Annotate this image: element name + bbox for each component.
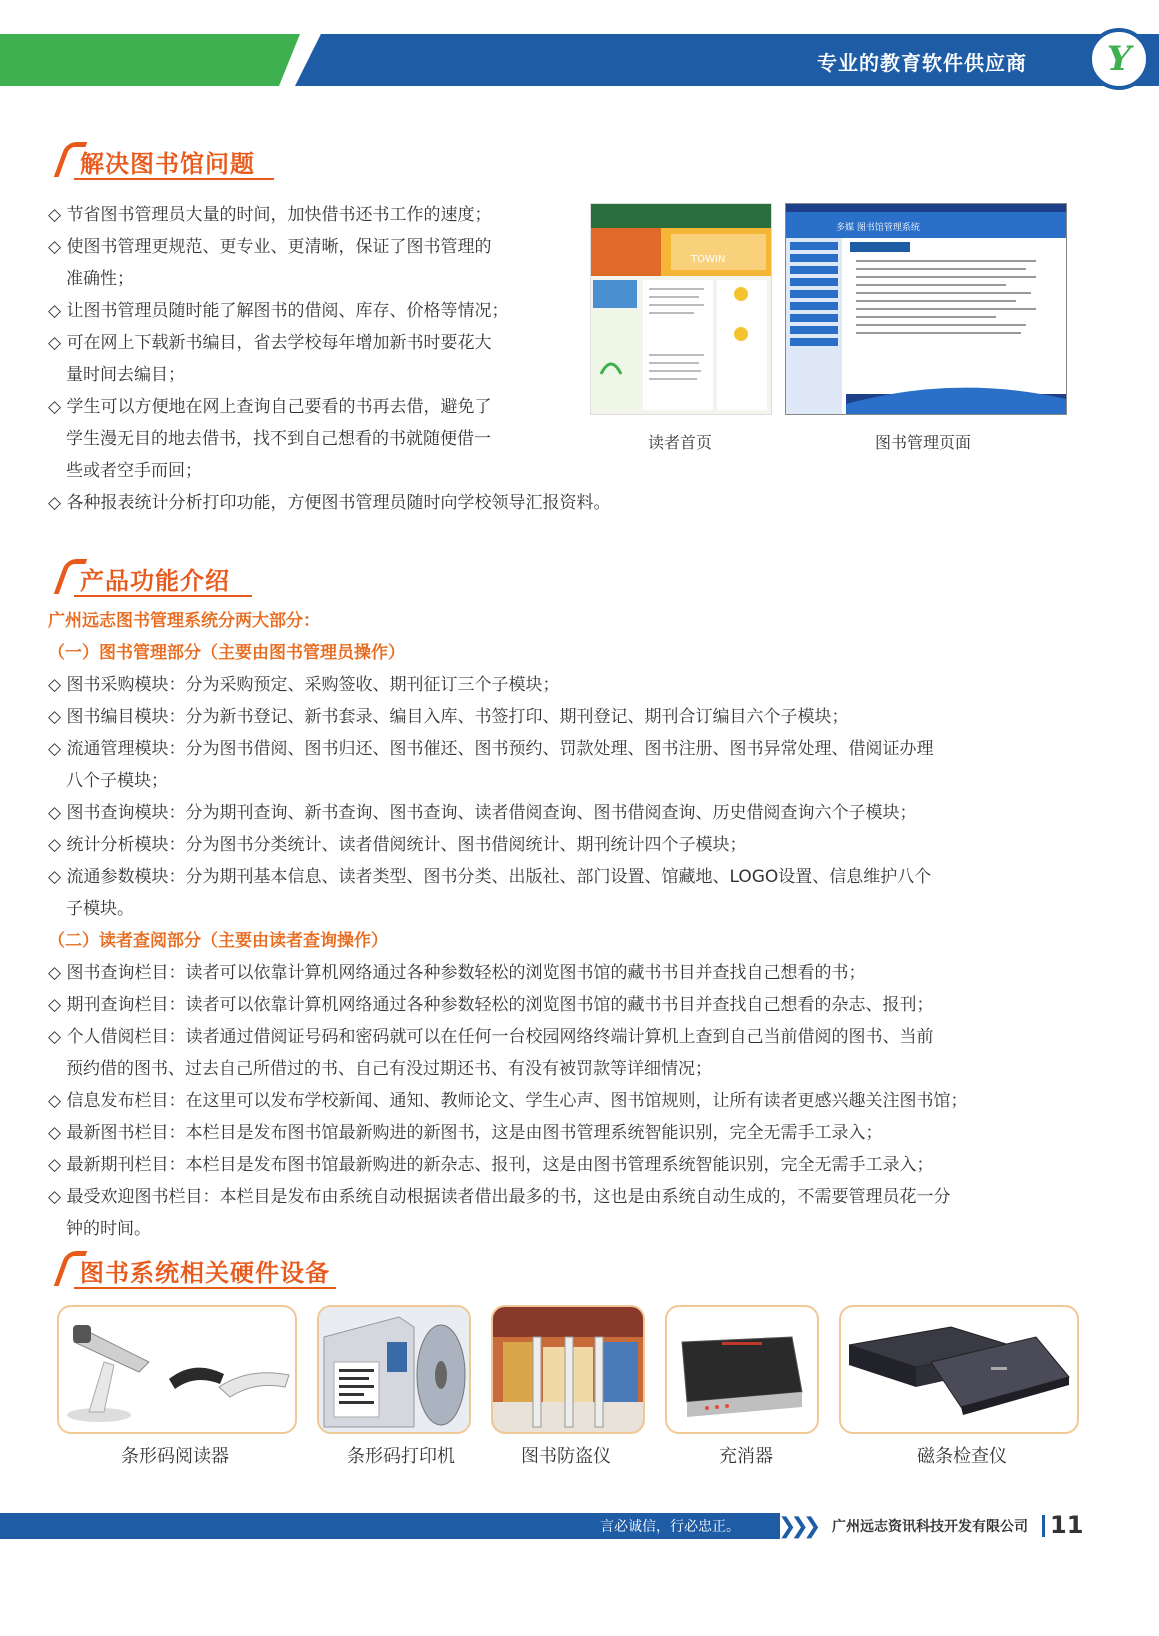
features-block [48,605,967,1245]
list-item: ◇ 流通参数模块：分为期刊基本信息、读者类型、图书分类、出版社、部门设置、馆藏地、LOGO设置、信息维护八个 [48,867,932,887]
list-item: ◇ 信息发布栏目：在这里可以发布学校新闻、通知、教师论文、学生心声、图书馆规则，让所有读者更感兴趣关注图书馆； [48,1091,968,1111]
list-item: ◇ 图书查询模块：分为期刊查询、新书查询、图书查询、读者借阅查询、图书借阅查询、历史借阅查询六个子模块； [48,803,917,823]
list-item: 量时间去编目； [66,365,185,385]
device-anti-theft-gate-image [491,1305,645,1434]
list-item: ◇ 让图书管理员随时能了解图书的借阅、库存、价格等情况； [48,301,509,321]
list-item: ◇ 最新期刊栏目：本栏目是发布图书馆最新购进的新杂志、报刊，这是由图书管理系统智能识别，完全无需手工录入； [48,1155,934,1175]
list-item: 八个子模块； [66,771,168,791]
list-item: 预约借的图书、过去自己所借过的书、自己有没过期还书、有没有被罚款等详细情况； [66,1059,712,1079]
part2-title: （二）读者查阅部分（主要由读者查询操作） [48,931,388,951]
header-green-band [0,34,300,86]
list-item: ◇ 流通管理模块：分为图书借阅、图书归还、图书催还、图书预约、罚款处理、图书注册、图书异常处理、借阅证办理 [48,739,934,759]
device-barcode-reader-image [57,1305,297,1434]
list-item: 钟的时间。 [66,1219,151,1239]
list-item: ◇ 可在网上下载新书编目，省去学校每年增加新书时要花大 [48,333,492,353]
list-item: 准确性； [66,269,134,289]
header-slogan: 专业的教育软件供应商 [817,51,1027,75]
footer-company: 广州远志资讯科技开发有限公司 [832,1519,1028,1535]
problems-list [48,199,610,519]
list-item: ◇ 统计分析模块：分为图书分类统计、读者借阅统计、图书借阅统计、期刊统计四个子模块； [48,835,747,855]
caption-magnetic-checker: 磁条检查仪 [917,1446,1007,1467]
footer-separator [1042,1515,1045,1537]
list-item: ◇ 个人借阅栏目：读者通过借阅证号码和密码就可以在任何一台校园网络终端计算机上查到自己当前借阅的图书、当前 [48,1027,934,1047]
part1-list [48,669,967,925]
list-item: ◇ 使图书管理更规范、更专业、更清晰，保证了图书管理的 [48,237,492,257]
list-item: 子模块。 [66,899,134,919]
caption-barcode-reader: 条形码阅读器 [121,1446,229,1467]
list-item: ◇ 图书查询栏目：读者可以依靠计算机网络通过各种参数轻松的浏览图书馆的藏书书目并查找自己想看的书； [48,963,866,983]
double-arrow-icon: ❯❯❯ [778,1514,816,1539]
caption-anti-theft-gate: 图书防盗仪 [521,1446,611,1467]
svg-text:多媒 图书馆管理系统: 多媒 图书馆管理系统 [836,223,920,233]
admin-page-screenshot [785,203,1067,415]
section-title: 产品功能介绍 [80,567,230,595]
reader-home-screenshot [590,203,772,415]
footer-motto: 言必诚信，行必忠正。 [600,1519,740,1535]
list-item: 些或者空手而回； [66,461,202,481]
caption-reader-home: 读者首页 [648,433,713,452]
caption-barcode-printer: 条形码打印机 [347,1446,455,1467]
device-demagnetizer-image [665,1305,819,1434]
logo-y-icon: Y [1088,28,1150,90]
list-item: ◇ 图书采购模块：分为采购预定、采购签收、期刊征订三个子模块； [48,675,560,695]
features-intro: 广州远志图书管理系统分两大部分： [48,611,320,631]
footer [0,1513,1159,1539]
list-item: 学生漫无目的地去借书，找不到自己想看的书就随便借一 [66,429,491,449]
heading-underline [74,178,274,180]
list-item: ◇ 学生可以方便地在网上查询自己要看的书再去借，避免了 [48,397,492,417]
part1-title: （一）图书管理部分（主要由图书管理员操作） [48,643,405,663]
device-barcode-printer-image [317,1305,471,1434]
list-item: ◇ 期刊查询栏目：读者可以依靠计算机网络通过各种参数轻松的浏览图书馆的藏书书目并查找自己想看的杂志、报刊； [48,995,934,1015]
list-item: ◇ 节省图书管理员大量的时间，加快借书还书工作的速度； [48,205,492,225]
list-item: ◇ 最受欢迎图书栏目：本栏目是发布由系统自动根据读者借出最多的书，这也是由系统自动生成的，不需要管理员花一分 [48,1187,951,1207]
device-magnetic-checker-image [839,1305,1079,1434]
list-item: ◇ 最新图书栏目：本栏目是发布图书馆最新购进的新图书，这是由图书管理系统智能识别，完全无需手工录入； [48,1123,883,1143]
header-blue-band [295,34,1159,86]
svg-text:TOWIN: TOWIN [691,254,726,265]
caption-demagnetizer: 充消器 [719,1446,773,1467]
list-item: ◇ 各种报表统计分析打印功能，方便图书管理员随时向学校领导汇报资料。 [48,493,611,513]
section-title: 解决图书馆问题 [80,150,255,178]
page-number: 11 [1050,1511,1084,1539]
caption-admin-page: 图书管理页面 [875,433,972,452]
heading-underline [74,1287,336,1289]
heading-underline [74,595,252,597]
part2-list [48,957,967,1245]
section-title: 图书系统相关硬件设备 [80,1259,330,1287]
list-item: ◇ 图书编目模块：分为新书登记、新书套录、编目入库、书签打印、期刊登记、期刊合订编目六个子模块； [48,707,849,727]
